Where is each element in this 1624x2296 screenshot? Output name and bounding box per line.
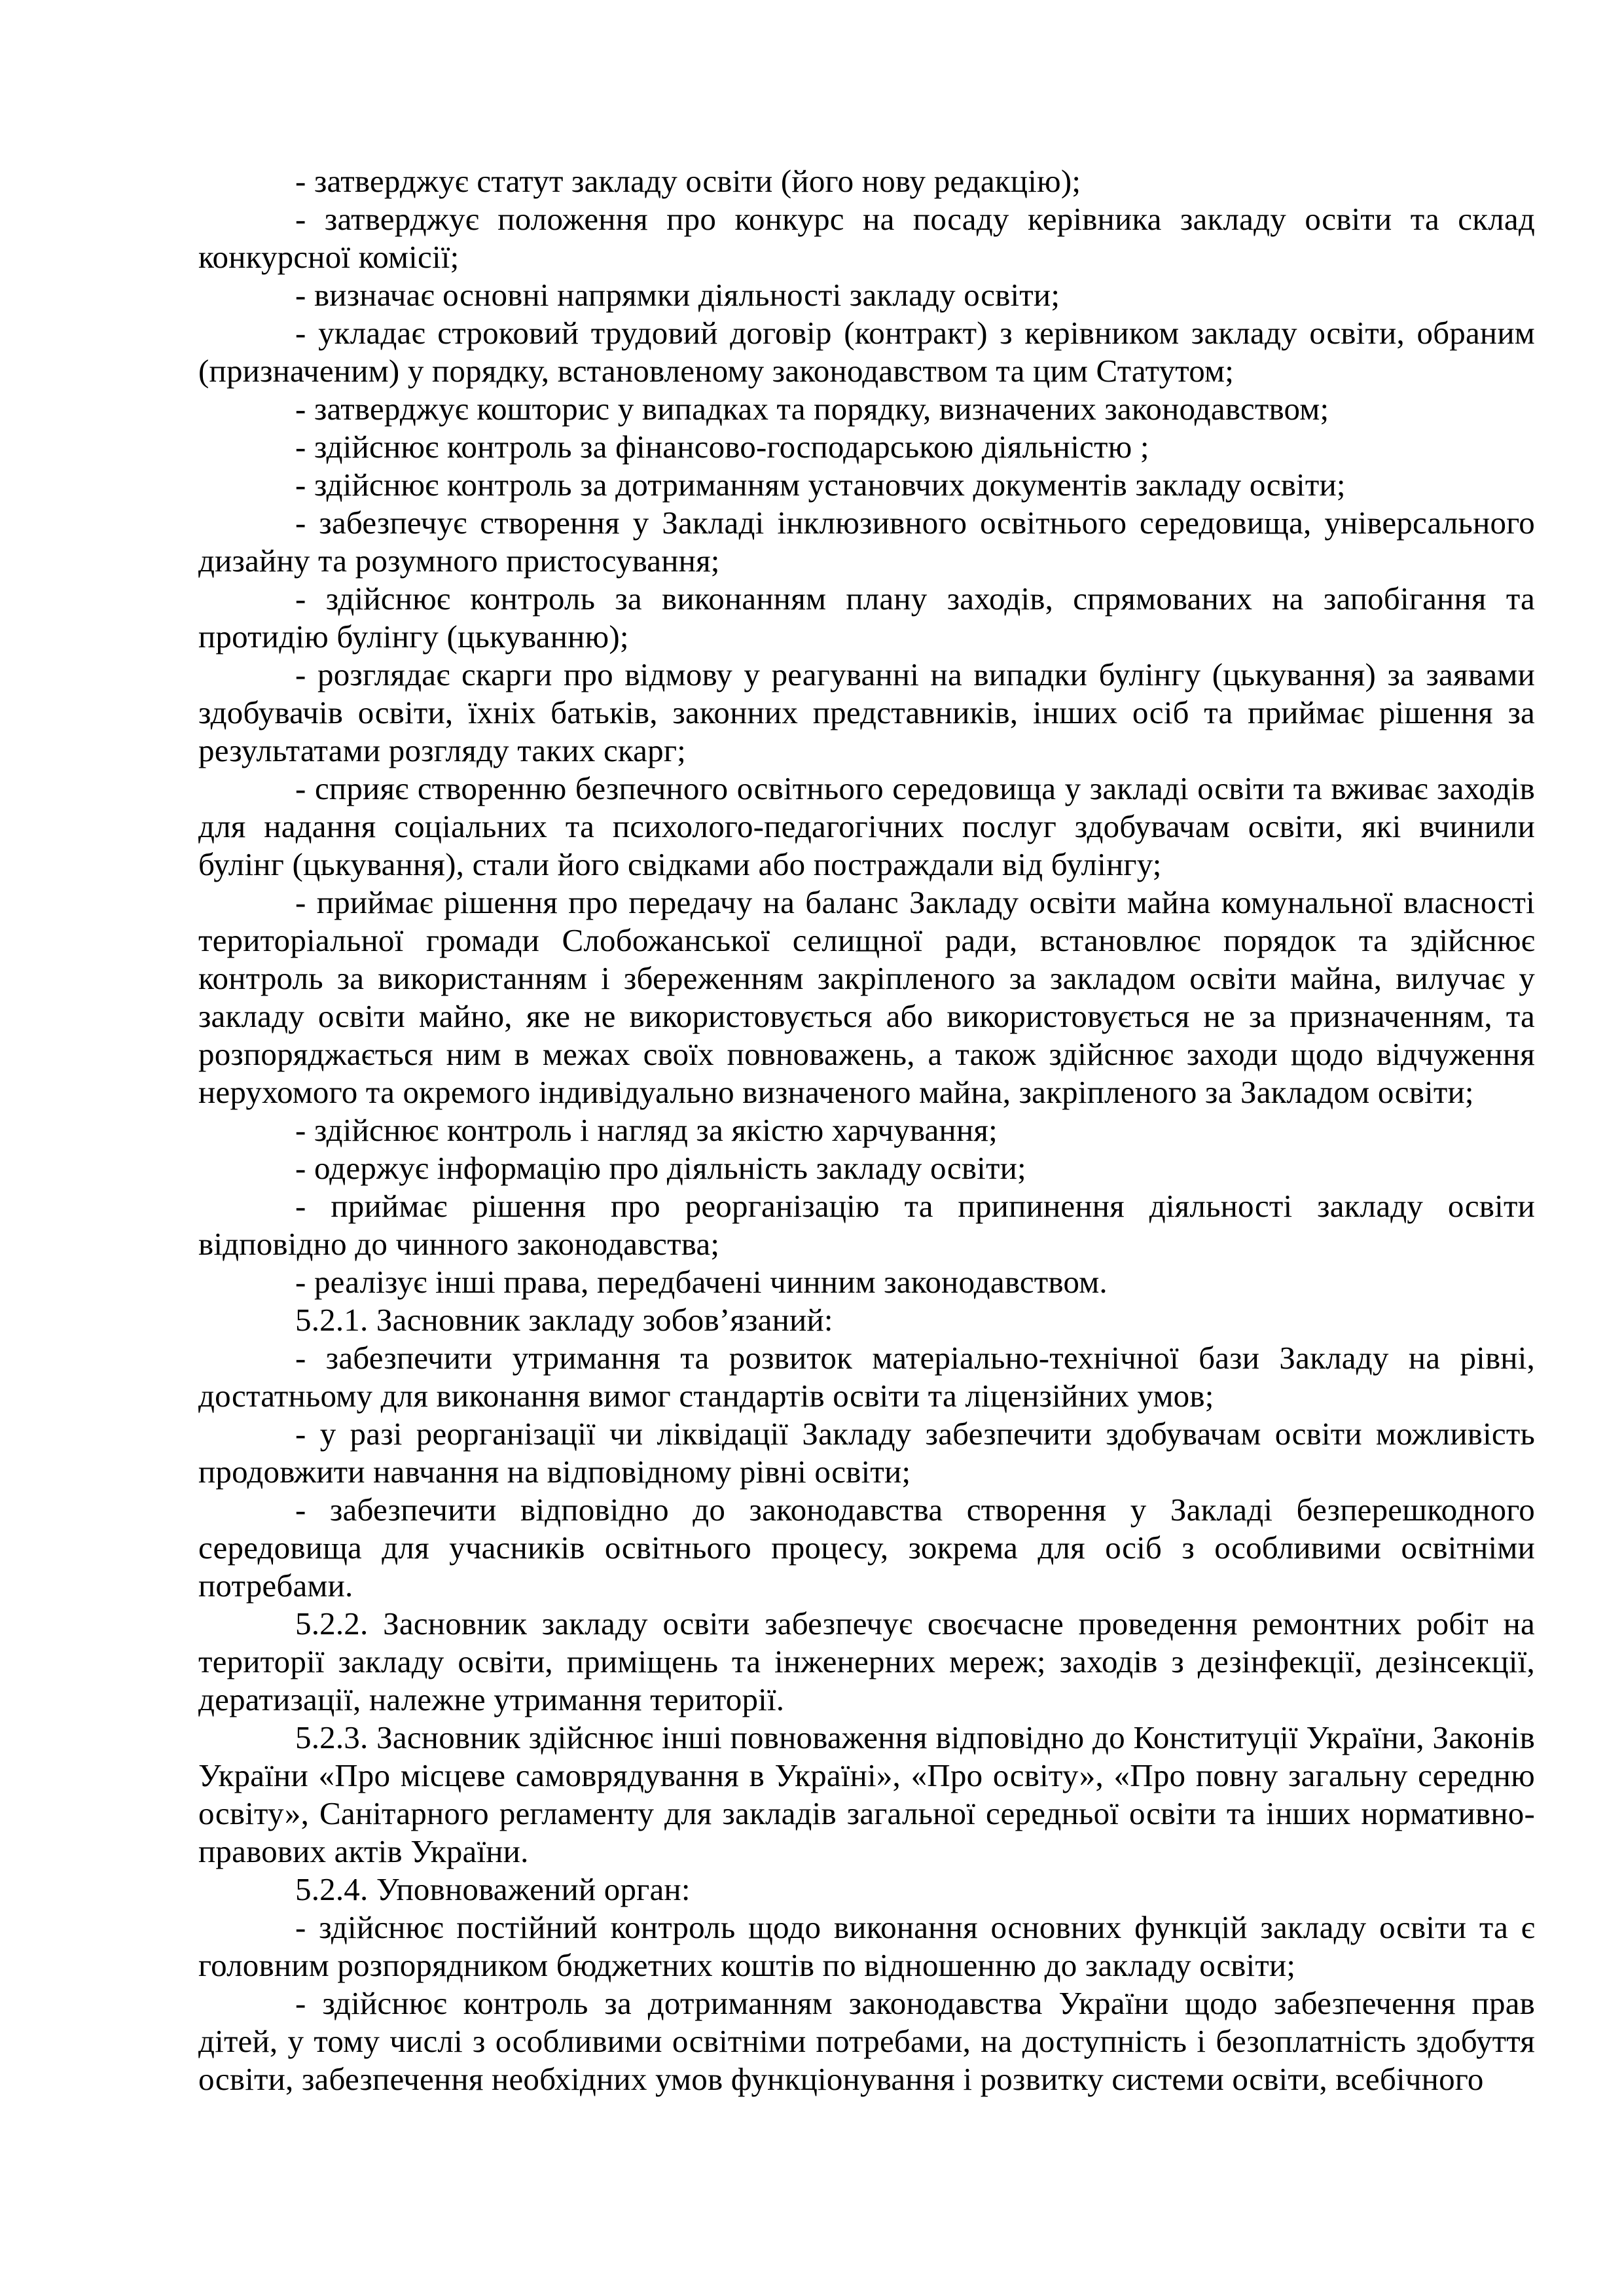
clause-numbered: 5.2.3. Засновник здійснює інші повноваження відповідно до Конституції України, Законів України «Про місцеве самоврядування в Україні», «Про освіту», «Про повну загальну середню освіту», Санітарного регламенту для закладів загальної середньої освіти та інших нормативно-правових актів України. xyxy=(198,1719,1535,1869)
document-content xyxy=(198,162,1535,2098)
clause-dash-item: - приймає рішення про передачу на баланс Закладу освіти майна комунальної власності територіальної громади Слобожанської селищної ради, встановлює порядок та здійснює контроль за використанням і збереженням закріпленого за закладом освіти майна, вилучає у закладу освіти майно, яке не використовується або використовується не за призначенням, та розпоряджається ним в межах своїх повноважень, а також здійснює заходи щодо відчуження нерухомого та окремого індивідуально визначеного майна, закріпленого за Закладом освіти; xyxy=(198,884,1535,1110)
clause-dash-item: - здійснює постійний контроль щодо виконання основних функцій закладу освіти та є головним розпорядником бюджетних коштів по відношенню до закладу освіти; xyxy=(198,1909,1535,1983)
clause-dash-item: - приймає рішення про реорганізацію та припинення діяльності закладу освіти відповідно до чинного законодавства; xyxy=(198,1188,1535,1262)
clause-dash-item: - затверджує положення про конкурс на посаду керівника закладу освіти та склад конкурсної комісії; xyxy=(198,201,1535,275)
clause-dash-item: - забезпечити утримання та розвиток матеріально-технічної бази Закладу на рівні, достатньому для виконання вимог стандартів освіти та ліцензійних умов; xyxy=(198,1340,1535,1414)
clause-dash-item: - визначає основні напрямки діяльності закладу освіти; xyxy=(295,277,1060,313)
clause-numbered: 5.2.4. Уповноважений орган: xyxy=(295,1871,691,1907)
clause-dash-item: - сприяє створенню безпечного освітнього середовища у закладі освіти та вживає заходів для надання соціальних та психолого-педагогічних послуг здобувачам освіти, які вчинили булінг (цькування), стали його свідками або постраждали від булінгу; xyxy=(198,770,1535,882)
clause-dash-item: - затверджує кошторис у випадках та порядку, визначених законодавством; xyxy=(295,391,1329,427)
clause-dash-item: - здійснює контроль за виконанням плану заходів, спрямованих на запобігання та протидію булінгу (цькуванню); xyxy=(198,581,1535,655)
clause-numbered: 5.2.1. Засновник закладу зобов’язаний: xyxy=(295,1302,833,1338)
clause-dash-item: - одержує інформацію про діяльність закладу освіти; xyxy=(295,1150,1026,1186)
clause-dash-item: - затверджує статут закладу освіти (його нову редакцію); xyxy=(295,163,1081,199)
clause-dash-item: - укладає строковий трудовий договір (контракт) з керівником закладу освіти, обраним (призначеним) у порядку, встановленому законодавством та цим Статутом; xyxy=(198,315,1535,389)
clause-dash-item: - здійснює контроль за фінансово-господарською діяльністю ; xyxy=(295,429,1149,465)
clause-dash-item: - у разі реорганізації чи ліквідації Закладу забезпечити здобувачам освіти можливість продовжити навчання на відповідному рівні освіти; xyxy=(198,1416,1535,1490)
clause-dash-item: - забезпечити відповідно до законодавства створення у Закладі безперешкодного середовища для учасників освітнього процесу, зокрема для осіб з особливими освітніми потребами. xyxy=(198,1492,1535,1604)
clause-dash-item: - забезпечує створення у Закладі інклюзивного освітнього середовища, універсального дизайну та розумного пристосування; xyxy=(198,505,1535,579)
clause-dash-item: - розглядає скарги про відмову у реагуванні на випадки булінгу (цькування) за заявами здобувачів освіти, їхніх батьків, законних представників, інших осіб та приймає рішення за результатами розгляду таких скарг; xyxy=(198,656,1535,768)
clause-dash-item: - здійснює контроль за дотриманням установчих документів закладу освіти; xyxy=(295,467,1346,503)
clause-dash-item: - реалізує інші права, передбачені чинним законодавством. xyxy=(295,1264,1108,1300)
clause-dash-item: - здійснює контроль і нагляд за якістю харчування; xyxy=(295,1112,998,1148)
clause-dash-item: - здійснює контроль за дотриманням законодавства України щодо забезпечення прав дітей, у тому числі з особливими освітніми потребами, на доступність і безоплатність здобуття освіти, забезпечення необхідних умов функціонування і розвитку системи освіти, всебічного xyxy=(198,1985,1535,2097)
clause-numbered: 5.2.2. Засновник закладу освіти забезпечує своєчасне проведення ремонтних робіт на території закладу освіти, приміщень та інженерних мереж; заходів з дезінфекції, дезінсекції, дератизації, належне утримання території. xyxy=(198,1605,1535,1717)
